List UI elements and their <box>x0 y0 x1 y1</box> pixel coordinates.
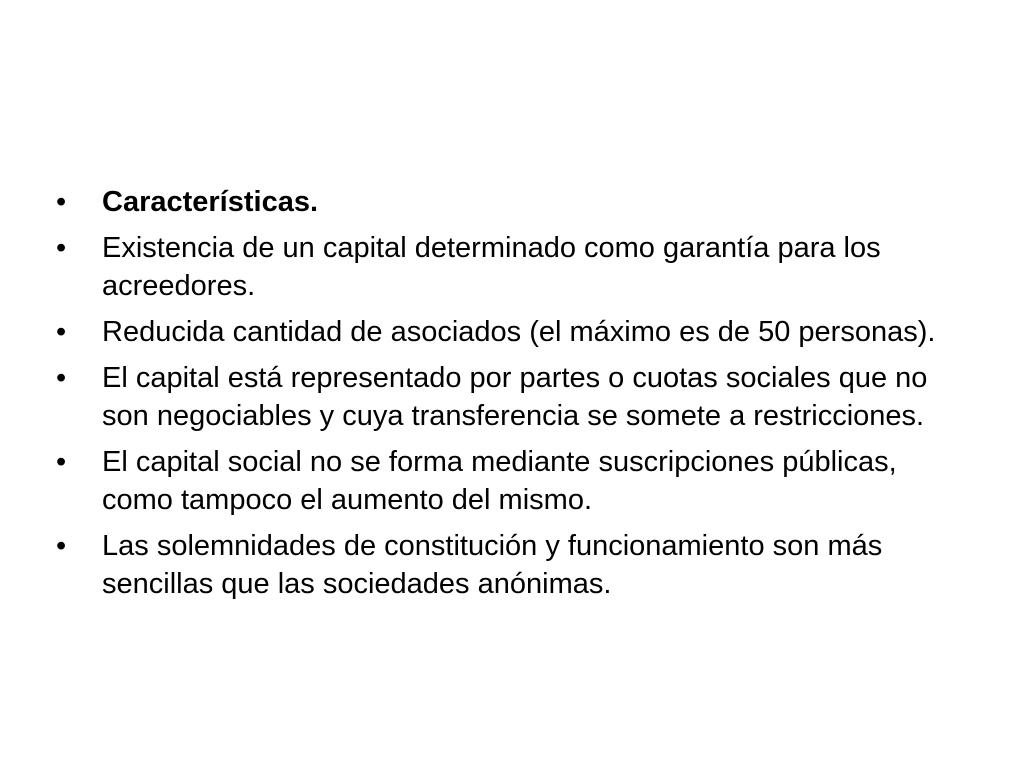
bullet-text: El capital social no se forma mediante suscripciones públicas, como tampoco el aumento del mismo. <box>102 446 897 516</box>
bullet-text: Existencia de un capital determinado como garantía para los acreedores. <box>102 232 881 302</box>
bullet-text: Reducida cantidad de asociados (el máximo es de 50 personas). <box>102 316 936 348</box>
bullet-item-heading <box>56 183 956 221</box>
bullet-icon: • <box>56 530 67 562</box>
bullet-icon: • <box>56 232 67 264</box>
bullet-icon: • <box>56 362 67 394</box>
heading-text: Características. <box>102 186 319 218</box>
bullet-item-subscriptions <box>56 443 956 519</box>
bullet-item-associates <box>56 313 956 351</box>
bullet-text: Las solemnidades de constitución y funcionamiento son más sencillas que las sociedades anónimas. <box>102 530 883 600</box>
bullet-icon: • <box>56 316 67 348</box>
bullet-item-capital-guarantee <box>56 229 956 305</box>
bullet-item-formalities <box>56 527 956 603</box>
bullet-icon: • <box>56 186 67 218</box>
bullet-text: El capital está representado por partes o cuotas sociales que no son negociables y cuya transferencia se somete a restricciones. <box>102 362 928 432</box>
bullet-item-shares <box>56 359 956 435</box>
bullet-icon: • <box>56 446 67 478</box>
bullet-list <box>56 183 956 603</box>
